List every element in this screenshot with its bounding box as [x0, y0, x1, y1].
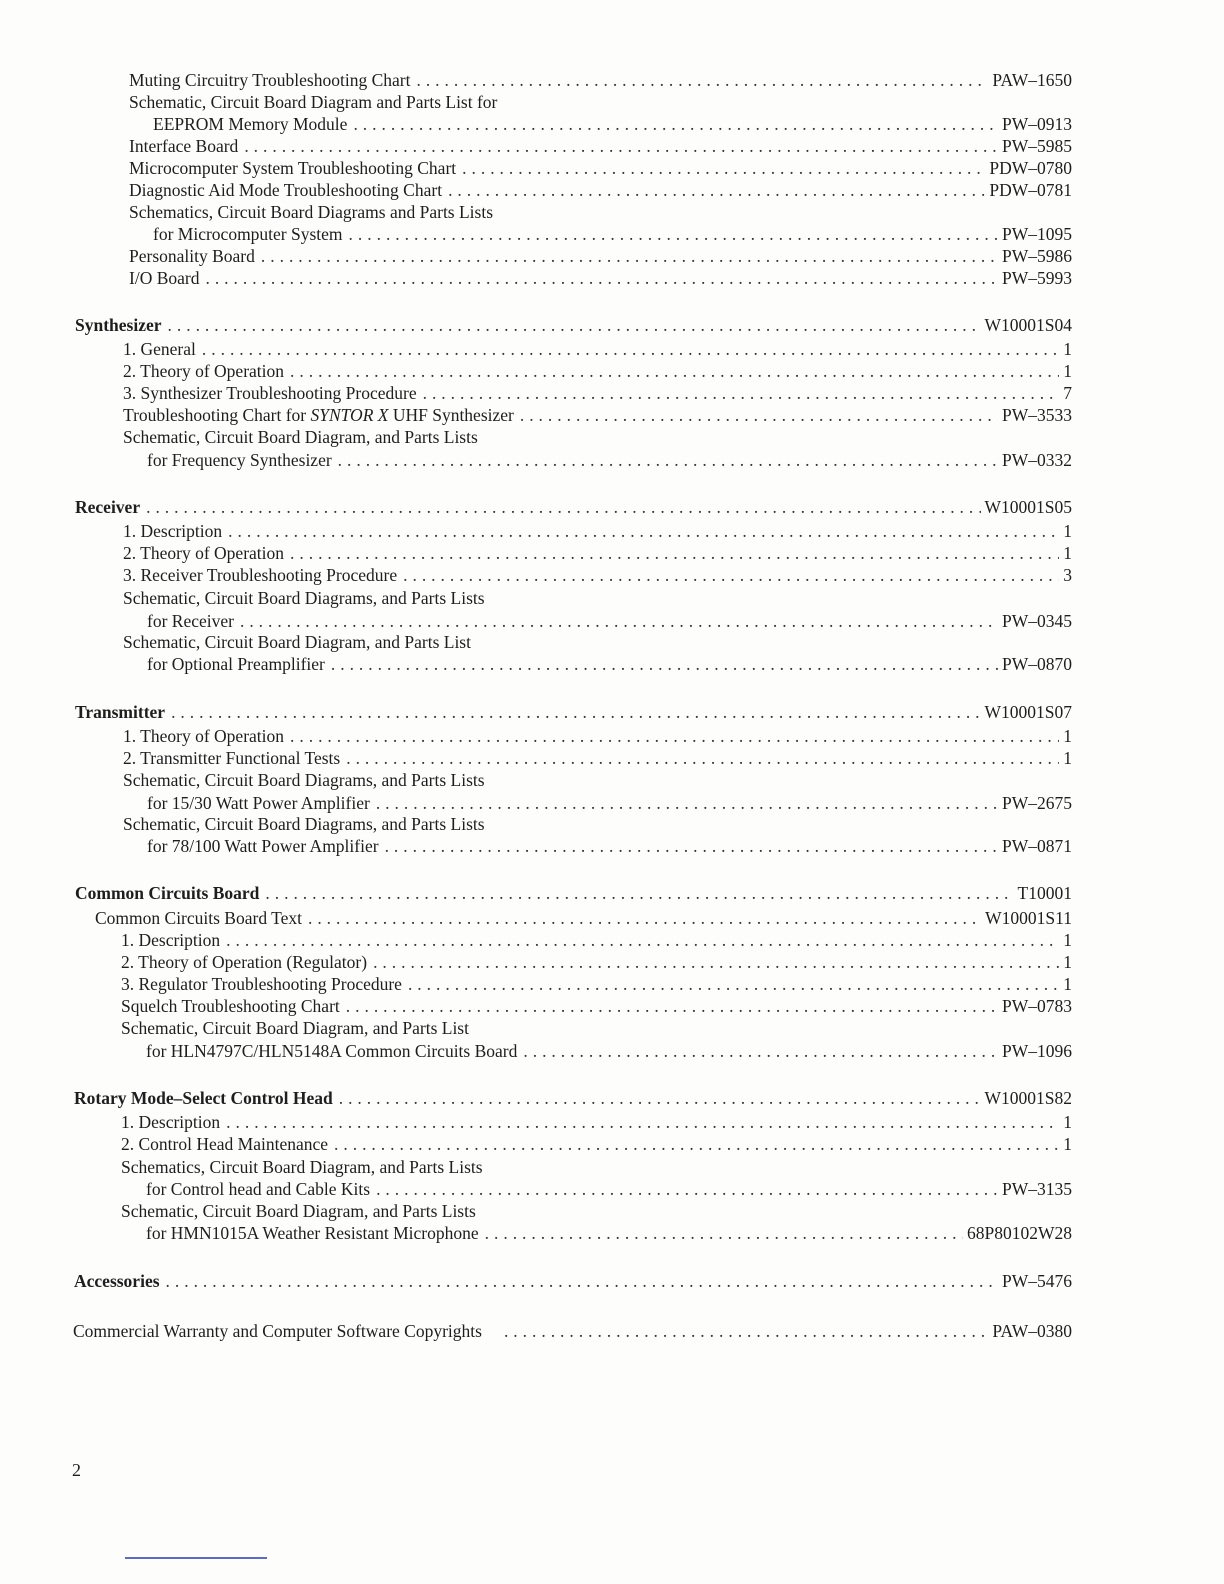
toc-entry-ref: PW–0871 — [1002, 836, 1072, 856]
toc-entry-title: Schematic, Circuit Board Diagram, and Parts List — [123, 632, 471, 652]
toc-entry-ref: PW–5993 — [1002, 268, 1072, 288]
toc-entry-ref: 1 — [1063, 930, 1072, 950]
toc-entry — [129, 157, 1072, 179]
toc-entry-ref: 7 — [1063, 383, 1072, 403]
toc-entry-title: for Microcomputer System — [153, 224, 343, 244]
toc-entry-title: Common Circuits Board Text — [95, 908, 302, 928]
dot-leader — [403, 564, 1059, 586]
toc-entry-title: Accessories — [74, 1271, 160, 1291]
toc-entry — [129, 201, 493, 223]
toc-section-heading — [74, 1270, 1072, 1292]
toc-entry-title: for Control head and Cable Kits — [146, 1179, 371, 1199]
toc-entry-ref: PW–0345 — [1002, 611, 1072, 631]
toc-entry-title: for Frequency Synthesizer — [147, 450, 332, 470]
toc-entry-ref: 1 — [1063, 952, 1072, 972]
toc-entry-ref: PW–0783 — [1002, 996, 1072, 1016]
toc-entry-title: for 15/30 Watt Power Amplifier — [147, 793, 370, 813]
toc-entry-title: for HMN1015A Weather Resistant Microphone — [146, 1223, 479, 1243]
dot-leader — [408, 973, 1059, 995]
dot-leader — [349, 223, 998, 245]
toc-entry-ref: 1 — [1063, 339, 1072, 359]
toc-entry-title: Schematic, Circuit Board Diagram, and Parts List — [121, 1018, 469, 1038]
toc-entry — [123, 587, 485, 609]
toc-entry-ref: PW–3135 — [1002, 1179, 1072, 1199]
toc-entry-title: Schematic, Circuit Board Diagrams, and Parts Lists — [123, 814, 485, 834]
toc-entry-ref: 3 — [1063, 565, 1072, 585]
toc-section-heading — [75, 496, 1072, 518]
dot-leader — [308, 907, 981, 929]
dot-leader — [520, 404, 998, 426]
toc-entry-title: 2. Theory of Operation — [123, 361, 285, 381]
toc-entry — [123, 747, 1072, 769]
toc-entry — [123, 338, 1072, 360]
dot-leader — [261, 245, 998, 267]
toc-entry — [121, 1017, 469, 1039]
dot-leader — [202, 338, 1059, 360]
toc-entry-title: 1. Description — [123, 521, 223, 541]
toc-entry — [121, 951, 1072, 973]
toc-entry-ref: PAW–0380 — [992, 1321, 1072, 1341]
toc-entry-title: for Receiver — [147, 611, 234, 631]
toc-entry — [147, 449, 1072, 471]
toc-entry — [129, 69, 1072, 91]
toc-entry-ref: W10001S05 — [984, 497, 1072, 517]
toc-entry — [123, 520, 1072, 542]
toc-entry — [123, 769, 485, 791]
toc-entry-ref: 1 — [1063, 974, 1072, 994]
toc-entry-title: 3. Receiver Troubleshooting Procedure — [123, 565, 398, 585]
dot-leader — [244, 135, 998, 157]
toc-entry-ref: T10001 — [1017, 883, 1072, 903]
toc-entry — [146, 1178, 1072, 1200]
dot-leader — [416, 69, 988, 91]
toc-entry — [121, 973, 1072, 995]
toc-section-heading — [74, 1087, 1072, 1109]
toc-entry-ref: PDW–0781 — [989, 180, 1072, 200]
toc-entry-ref: W10001S04 — [984, 315, 1072, 335]
toc-entry-title: 1. Description — [121, 930, 221, 950]
toc-entry-title: 2. Transmitter Functional Tests — [123, 748, 341, 768]
toc-entry-title: 1. General — [123, 339, 196, 359]
toc-entry — [146, 1222, 1072, 1244]
toc-entry-ref: 1 — [1063, 543, 1072, 563]
dot-leader — [240, 610, 998, 632]
toc-entry — [147, 653, 1072, 675]
toc-entry-ref: 1 — [1063, 521, 1072, 541]
toc-entry-ref: 68P80102W28 — [967, 1223, 1072, 1243]
toc-entry — [95, 907, 1072, 929]
toc-entry-ref: PW–5476 — [1002, 1271, 1072, 1291]
toc-entry-ref: 1 — [1063, 748, 1072, 768]
toc-entry-title: Schematics, Circuit Board Diagrams and Parts Lists — [129, 202, 494, 222]
dot-leader — [171, 701, 980, 723]
dot-leader — [146, 496, 980, 518]
toc-entry-title: Commercial Warranty and Computer Software Copyrights — [73, 1321, 482, 1341]
dot-leader — [265, 882, 1013, 904]
toc-entry-title-prefix: Troubleshooting Chart for — [123, 405, 311, 425]
toc-entry-title: I/O Board — [129, 268, 200, 288]
toc-entry — [123, 404, 1072, 426]
toc-entry — [123, 382, 1072, 404]
toc-entry-title: Synthesizer — [75, 315, 162, 335]
toc-entry-title: Muting Circuitry Troubleshooting Chart — [129, 70, 411, 90]
toc-section-heading — [75, 314, 1072, 336]
dot-leader — [168, 314, 981, 336]
toc-section-heading — [75, 882, 1072, 904]
toc-entry — [147, 835, 1072, 857]
dot-leader — [290, 542, 1059, 564]
toc-entry — [123, 725, 1072, 747]
toc-entry-title: Common Circuits Board — [75, 883, 260, 903]
toc-entry-ref: PW–2675 — [1002, 793, 1072, 813]
dot-leader — [423, 382, 1060, 404]
toc-entry-title: 1. Description — [121, 1112, 221, 1132]
toc-entry-title: Receiver — [75, 497, 141, 517]
toc-entry-title: Transmitter — [75, 702, 166, 722]
toc-entry-ref: PW–1096 — [1002, 1041, 1072, 1061]
toc-entry — [147, 792, 1072, 814]
toc-entry-ref: PW–5986 — [1002, 246, 1072, 266]
toc-entry-title-product: SYNTOR X — [310, 405, 389, 425]
toc-entry-ref: PAW–1650 — [992, 70, 1072, 90]
toc-entry-title: Rotary Mode–Select Control Head — [74, 1088, 333, 1108]
dot-leader — [166, 1270, 998, 1292]
toc-entry-title: EEPROM Memory Module — [153, 114, 348, 134]
page-number: 2 — [72, 1460, 81, 1480]
toc-entry — [123, 542, 1072, 564]
bottom-rule — [125, 1557, 267, 1559]
toc-entry-ref: 1 — [1063, 1112, 1072, 1132]
toc-entry-title: 2. Control Head Maintenance — [121, 1134, 329, 1154]
toc-entry-ref: W10001S82 — [984, 1088, 1072, 1108]
toc-entry-title: Schematic, Circuit Board Diagrams, and Parts Lists — [123, 588, 485, 608]
dot-leader — [385, 835, 998, 857]
dot-leader — [339, 1087, 981, 1109]
toc-entry — [129, 267, 1072, 289]
toc-entry-title: 2. Theory of Operation — [123, 543, 285, 563]
toc-entry — [123, 813, 485, 835]
toc-entry — [121, 1111, 1072, 1133]
toc-entry-title: Schematic, Circuit Board Diagram and Parts List for — [129, 92, 498, 112]
toc-entry-title: Schematic, Circuit Board Diagram, and Parts Lists — [121, 1201, 476, 1221]
toc-entry — [153, 113, 1072, 135]
toc-entry-ref: 1 — [1063, 726, 1072, 746]
toc-entry-ref: 1 — [1063, 361, 1072, 381]
dot-leader — [334, 1133, 1059, 1155]
toc-entry-ref: PW–0870 — [1002, 654, 1072, 674]
dot-leader — [462, 157, 985, 179]
dot-leader — [226, 1111, 1059, 1133]
dot-leader — [346, 995, 998, 1017]
toc-entry-ref: W10001S07 — [984, 702, 1072, 722]
toc-entry — [129, 135, 1072, 157]
toc-entry-title: Personality Board — [129, 246, 255, 266]
toc-entry-title: Diagnostic Aid Mode Troubleshooting Chart — [129, 180, 443, 200]
dot-leader — [373, 951, 1059, 973]
toc-entry — [121, 1200, 476, 1222]
toc-entry — [121, 1156, 483, 1178]
toc-entry-title: for HLN4797C/HLN5148A Common Circuits Board — [146, 1041, 518, 1061]
dot-leader — [226, 929, 1059, 951]
toc-entry — [129, 245, 1072, 267]
toc-entry-ref: 1 — [1063, 1134, 1072, 1154]
toc-entry-ref: W10001S11 — [985, 908, 1072, 928]
toc-entry-title: 3. Regulator Troubleshooting Procedure — [121, 974, 402, 994]
toc-entry-ref: PW–1095 — [1002, 224, 1072, 244]
toc-entry-title: for Optional Preamplifier — [147, 654, 325, 674]
dot-leader — [448, 179, 985, 201]
dot-leader — [228, 520, 1059, 542]
toc-entry — [121, 995, 1072, 1017]
toc-entry-title: Schematic, Circuit Board Diagrams, and Parts Lists — [123, 770, 485, 790]
toc-entry-title: 2. Theory of Operation (Regulator) — [121, 952, 368, 972]
dot-leader — [353, 113, 998, 135]
toc-entry-ref: PW–0332 — [1002, 450, 1072, 470]
dot-leader — [331, 653, 998, 675]
dot-leader — [485, 1222, 963, 1244]
toc-entry-ref: PW–5985 — [1002, 136, 1072, 156]
toc-entry-title: for 78/100 Watt Power Amplifier — [147, 836, 379, 856]
toc-entry-title: 3. Synthesizer Troubleshooting Procedure — [123, 383, 417, 403]
dot-leader — [338, 449, 998, 471]
toc-entry-title: Interface Board — [129, 136, 239, 156]
toc-entry-ref: PW–3533 — [1002, 405, 1072, 425]
toc-entry — [146, 1040, 1072, 1062]
toc-entry-title: Microcomputer System Troubleshooting Chart — [129, 158, 457, 178]
dot-leader — [205, 267, 998, 289]
dot-leader — [523, 1040, 998, 1062]
dot-leader — [376, 1178, 998, 1200]
toc-entry — [123, 631, 471, 653]
toc-entry-title: Squelch Troubleshooting Chart — [121, 996, 340, 1016]
toc-entry — [129, 91, 497, 113]
dot-leader — [504, 1320, 988, 1342]
toc-entry — [147, 610, 1072, 632]
dot-leader — [346, 747, 1059, 769]
toc-entry — [121, 929, 1072, 951]
dot-leader — [290, 360, 1059, 382]
toc-entry-title — [123, 404, 514, 426]
toc-entry-title: Schematic, Circuit Board Diagram, and Parts Lists — [123, 427, 478, 447]
toc-entry-ref: PDW–0780 — [989, 158, 1072, 178]
toc-entry — [121, 1133, 1072, 1155]
toc-entry — [153, 223, 1072, 245]
toc-entry — [123, 564, 1072, 586]
toc-entry — [123, 426, 478, 448]
toc-entry-ref: PW–0913 — [1002, 114, 1072, 134]
toc-entry — [123, 360, 1072, 382]
toc-entry-title-suffix: UHF Synthesizer — [388, 405, 514, 425]
toc-entry-title: 1. Theory of Operation — [123, 726, 285, 746]
dot-leader — [376, 792, 998, 814]
dot-leader — [290, 725, 1059, 747]
toc-section-heading — [75, 701, 1072, 723]
toc-entry — [129, 179, 1072, 201]
toc-entry-title: Schematics, Circuit Board Diagram, and Parts Lists — [121, 1157, 483, 1177]
toc-entry — [73, 1320, 1072, 1342]
